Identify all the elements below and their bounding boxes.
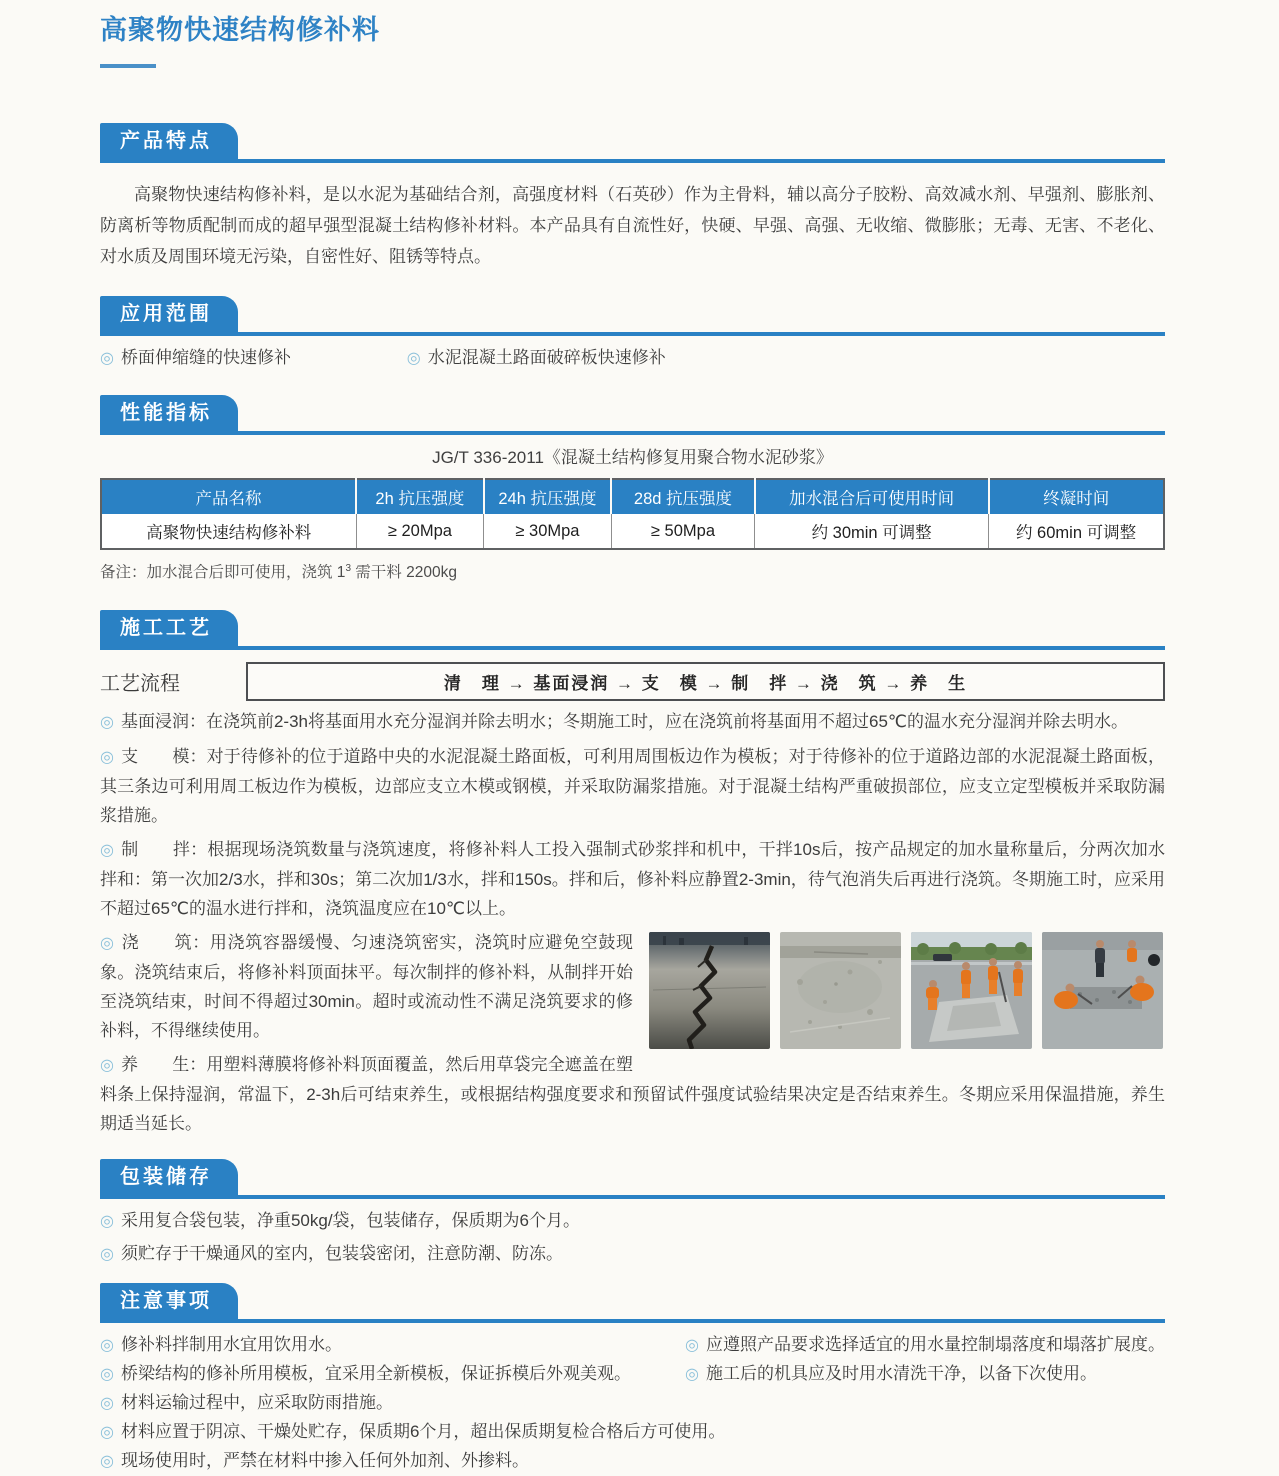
construction-step-text: 浇 筑：用浇筑容器缓慢、匀速浇筑密实，浇筑时应避免空鼓现象。浇筑结束后，将修补料顶面抹平。每次制拌的修补料，从制拌开始至浇筑结束，时间不得超过30min。超时或流动性不满足浇筑要求的修补料，不得继续使用。 (100, 933, 633, 1040)
notice-item (100, 1360, 685, 1389)
ring-bullet-icon: ◎ (100, 1395, 114, 1412)
process-flow-row (100, 662, 1165, 701)
construction-step (100, 707, 1165, 737)
ring-bullet-icon: ◎ (100, 1057, 115, 1074)
ring-bullet-icon: ◎ (100, 714, 114, 731)
section-notes (100, 1283, 1165, 1476)
table-header-cell: 28d 抗压强度 (611, 479, 755, 514)
ring-bullet-icon: ◎ (100, 935, 115, 952)
workers-breaking-out-damaged-slab-photo (911, 932, 1032, 1049)
construction-step-text: 制 拌：根据现场浇筑数量与浇筑速度，将修补料人工投入强制式砂浆拌和机中，干拌10s后，按产品规定的加水量称量后，分两次加水拌和：第一次加2/3水，拌和30s；第二次加1/3水，拌和150s。拌和后，修补料应静置2-3min，待气泡消失后再进行浇筑。冬期施工时，应采用不超过65℃的温水进行拌和，浇筑温度应在10℃以上。 (100, 840, 1165, 918)
notice-item (100, 1331, 685, 1360)
section-heading-badge: 施工工艺 (100, 610, 238, 646)
ring-bullet-icon: ◎ (100, 1366, 114, 1383)
notice-item (100, 1389, 1165, 1418)
notice-item (100, 1418, 1165, 1447)
section-header (100, 1159, 1165, 1199)
worker-figure (1013, 961, 1023, 996)
section-features (100, 123, 1165, 272)
application-item (407, 346, 666, 371)
spalled-concrete-surface-photo (780, 932, 901, 1049)
table-note-text: 备注：加水混合后即可使用，浇筑 1 (100, 564, 346, 581)
process-flow-label: 工艺流程 (100, 673, 180, 695)
section-heading-badge: 包装储存 (100, 1159, 238, 1195)
section-header (100, 395, 1165, 435)
notice-item-text: 桥梁结构的修补所用模板，宜采用全新模板，保证拆模后外观美观。 (120, 1364, 631, 1383)
performance-table (100, 478, 1165, 550)
note-superscript: 3 (345, 562, 351, 574)
section-heading-badge: 性能指标 (100, 395, 238, 431)
section-heading-badge: 注意事项 (100, 1283, 238, 1319)
notice-item-text: 施工后的机具应及时用水清洗干净，以备下次使用。 (705, 1364, 1097, 1383)
table-note (100, 560, 1165, 582)
ring-bullet-icon: ◎ (406, 350, 421, 367)
packaging-item (100, 1207, 1165, 1236)
section-header (100, 296, 1165, 336)
workers-placing-repair-material-photo (1042, 932, 1163, 1049)
section-packaging (100, 1159, 1165, 1269)
notice-item-text: 材料应置于阴凉、干燥处贮存，保质期6个月，超出保质期复检合格后方可使用。 (120, 1422, 726, 1441)
construction-step-text: 支 模：对于待修补的位于道路中央的水泥混凝土路面板，可利用周围板边作为模板；对于待修补的位于道路边部的水泥混凝土路面板，其三条边可利用周工板边作为模板，边部应支立木模或钢模，并采取防漏浆措施。对于混凝土结构严重破损部位，应支立定型模板并采取防漏浆措施。 (100, 747, 1165, 825)
table-cell: 高聚物快速结构修补料 (101, 514, 356, 549)
title-underline (100, 64, 156, 68)
worker-figure (1095, 940, 1105, 977)
ring-bullet-icon: ◎ (100, 842, 115, 859)
process-flow-box: 清 理 → 基面浸润 → 支 模 → 制 拌 → 浇 筑 → 养 生 (246, 662, 1165, 701)
notice-item (100, 1447, 1165, 1476)
road-repair-crew-illustration (911, 932, 1032, 1049)
section-header (100, 123, 1165, 163)
section-construction (100, 610, 1165, 1143)
ring-bullet-icon: ◎ (100, 1424, 114, 1441)
section-heading-badge: 应用范围 (100, 296, 238, 332)
application-item-label: 桥面伸缩缝的快速修补 (120, 348, 291, 367)
ring-bullet-icon: ◎ (100, 1246, 114, 1263)
construction-step (100, 742, 1165, 830)
worker-figure (961, 962, 971, 998)
table-cell: 约 60min 可调整 (989, 514, 1164, 549)
application-list (100, 346, 1165, 371)
construction-step (100, 835, 1165, 923)
application-item (100, 346, 402, 371)
cracked-pavement-illustration (649, 932, 770, 1049)
ring-bullet-icon: ◎ (100, 1453, 114, 1470)
construction-step (100, 1050, 1165, 1138)
table-header-cell: 终凝时间 (989, 479, 1164, 514)
table-header-cell: 2h 抗压强度 (356, 479, 484, 514)
packaging-item-text: 须贮存于干燥通风的室内，包装袋密闭，注意防潮、防冻。 (120, 1244, 563, 1263)
construction-photos (649, 932, 1165, 1049)
table-note-text: 需干料 2200kg (351, 564, 457, 581)
ring-bullet-icon: ◎ (100, 1337, 114, 1354)
ring-bullet-icon: ◎ (100, 749, 115, 766)
construction-step-text: 基面浸润：在浇筑前2-3h将基面用水充分湿润并除去明水；冬期施工时，应在浇筑前将基面用不超过65℃的温水充分湿润并除去明水。 (120, 712, 1128, 731)
table-cell: ≥ 20Mpa (356, 514, 484, 549)
table-header-cell: 加水混合后可使用时间 (755, 479, 989, 514)
notice-item-text: 材料运输过程中，应采取防雨措施。 (120, 1393, 393, 1412)
table-header-cell: 产品名称 (101, 479, 356, 514)
notice-grid (100, 1331, 1165, 1476)
ring-bullet-icon: ◎ (100, 350, 114, 367)
packaging-item-text: 采用复合袋包装，净重50kg/袋，包装储存，保质期为6个月。 (120, 1211, 581, 1230)
construction-step-text: 养 生：用塑料薄膜将修补料顶面覆盖，然后用草袋完全遮盖在塑料条上保持湿润，常温下，2-3h后可结束养生，或根据结构强度要求和预留试件强度试验结果决定是否结束养生。冬期应采用保温措施，养生期适当延长。 (100, 1055, 1165, 1133)
construction-steps (100, 707, 1165, 1143)
table-row (101, 514, 1164, 549)
ring-bullet-icon: ◎ (685, 1366, 699, 1383)
notice-item-text: 现场使用时，严禁在材料中掺入任何外加剂、外掺料。 (120, 1451, 529, 1470)
packaging-item (100, 1240, 1165, 1269)
repair-placement-illustration (1042, 932, 1163, 1049)
worker-figure (1127, 940, 1137, 962)
notice-item-text: 应遵照产品要求选择适宜的用水量控制塌落度和塌落扩展度。 (705, 1335, 1165, 1354)
table-header-row (101, 479, 1164, 514)
cracked-concrete-pavement-photo (649, 932, 770, 1049)
section-performance (100, 395, 1165, 582)
table-cell: ≥ 50Mpa (611, 514, 755, 549)
section-header (100, 610, 1165, 650)
table-header-cell: 24h 抗压强度 (484, 479, 612, 514)
packaging-list (100, 1207, 1165, 1269)
ring-bullet-icon: ◎ (100, 1213, 114, 1230)
ring-bullet-icon: ◎ (685, 1337, 699, 1354)
notice-item (685, 1331, 1165, 1360)
page-title: 高聚物快速结构修补料 (100, 15, 380, 45)
spalled-surface-illustration (780, 932, 901, 1049)
section-header (100, 1283, 1165, 1323)
standard-caption: JG/T 336-2011《混凝土结构修复用聚合物水泥砂浆》 (432, 448, 833, 467)
section-applications (100, 296, 1165, 371)
features-paragraph: 高聚物快速结构修补料，是以水泥为基础结合剂，高强度材料（石英砂）作为主骨料，辅以高分子胶粉、高效减水剂、早强剂、膨胀剂、防离析等物质配制而成的超早强型混凝土结构修补材料。本产品具有自流性好，快硬、早强、高强、无收缩、微膨胀；无毒、无害、不老化、对水质及周围环境无污染，自密性好、阻锈等特点。 (100, 185, 1165, 266)
notice-item-text: 修补料拌制用水宜用饮用水。 (120, 1335, 342, 1354)
notice-item (685, 1360, 1165, 1389)
section-heading-badge: 产品特点 (100, 123, 238, 159)
table-cell: ≥ 30Mpa (484, 514, 612, 549)
application-item-label: 水泥混凝土路面破碎板快速修补 (427, 348, 666, 367)
table-cell: 约 30min 可调整 (755, 514, 989, 549)
